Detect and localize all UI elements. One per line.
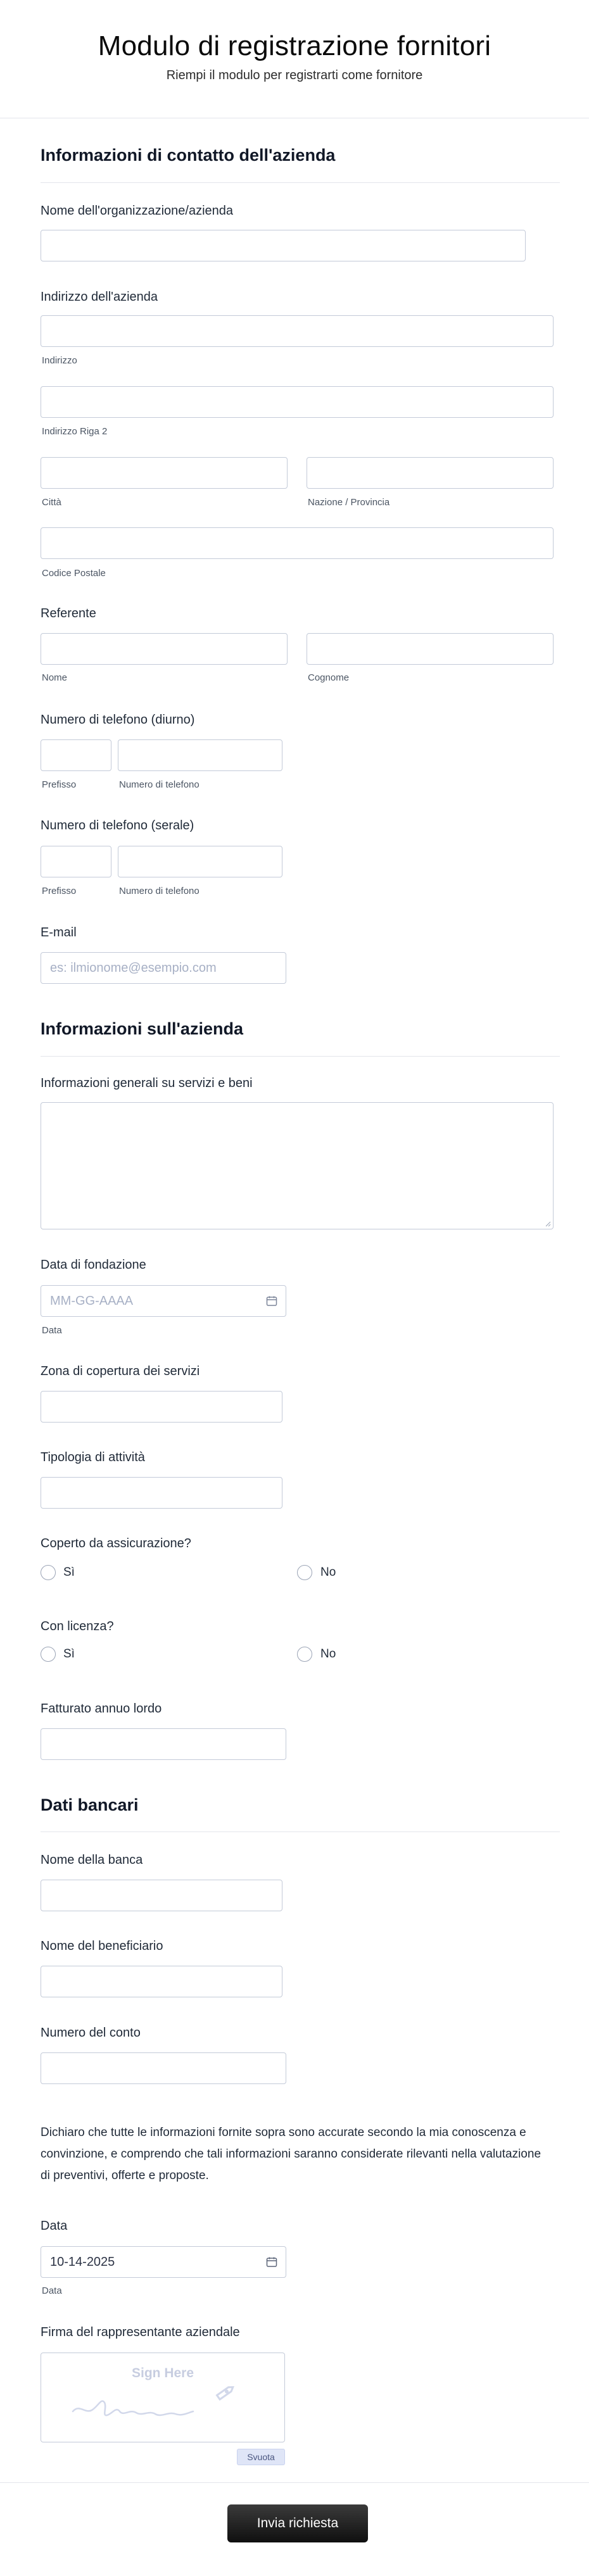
coverage-input[interactable] <box>41 1391 282 1423</box>
address-line1-sublabel: Indirizzo <box>42 355 77 366</box>
date-input[interactable] <box>41 2246 286 2278</box>
account-input[interactable] <box>41 2052 286 2084</box>
org-name-input[interactable] <box>41 230 526 261</box>
footer-divider <box>0 2482 589 2483</box>
founded-sublabel: Data <box>42 1325 62 1336</box>
section-divider <box>41 182 560 183</box>
date-sublabel: Data <box>42 2285 62 2296</box>
city-sublabel: Città <box>42 497 61 508</box>
insurance-label: Coperto da assicurazione? <box>41 1536 191 1550</box>
services-label: Informazioni generali su servizi e beni <box>41 1076 253 1090</box>
phone-day-area-sublabel: Prefisso <box>42 779 77 790</box>
city-input[interactable] <box>41 457 288 489</box>
business-type-input[interactable] <box>41 1477 282 1509</box>
phone-evening-number-input[interactable] <box>118 846 282 877</box>
email-input[interactable] <box>41 952 286 984</box>
beneficiary-label: Nome del beneficiario <box>41 1939 163 1953</box>
postal-code-sublabel: Codice Postale <box>42 568 106 579</box>
signature-placeholder: Sign Here <box>131 2366 194 2380</box>
state-input[interactable] <box>307 457 554 489</box>
founded-date-input[interactable] <box>41 1285 286 1317</box>
bank-name-label: Nome della banca <box>41 1853 143 1867</box>
first-name-sublabel: Nome <box>42 672 68 683</box>
declaration-text: Dichiaro che tutte le informazioni fornite sopra sono accurate secondo la mia conoscenza e convinzione, e comprendo che tali informazioni saranno considerate rilevanti nella valutazione di preventivi, offerte e proposte. <box>41 2126 542 2182</box>
address-line1-input[interactable] <box>41 315 554 347</box>
date-value: 10-14-2025 <box>50 2255 115 2269</box>
business-type-label: Tipologia di attività <box>41 1450 145 1464</box>
license-yes-label[interactable]: Sì <box>63 1647 75 1661</box>
calendar-icon[interactable] <box>265 1295 278 1307</box>
insurance-no-radio[interactable] <box>297 1565 312 1580</box>
phone-day-label: Numero di telefono (diurno) <box>41 713 195 727</box>
section-title-bank: Dati bancari <box>41 1795 139 1814</box>
clear-signature-button[interactable]: Svuota <box>237 2449 285 2465</box>
section-title-contact: Informazioni di contatto dell'azienda <box>41 146 336 165</box>
insurance-yes-radio[interactable] <box>41 1565 56 1580</box>
license-no-label[interactable]: No <box>320 1647 336 1661</box>
address-line2-input[interactable] <box>41 386 554 418</box>
referent-label: Referente <box>41 606 96 620</box>
coverage-label: Zona di copertura dei servizi <box>41 1364 200 1378</box>
calendar-icon[interactable] <box>265 2256 278 2268</box>
phone-day-area-input[interactable] <box>41 739 111 771</box>
signature-pad[interactable] <box>41 2353 285 2442</box>
page-title: Modulo di registrazione fornitori <box>98 30 491 61</box>
phone-day-number-input[interactable] <box>118 739 282 771</box>
last-name-sublabel: Cognome <box>308 672 350 683</box>
insurance-no-label[interactable]: No <box>320 1566 336 1579</box>
address-line2-sublabel: Indirizzo Riga 2 <box>42 426 108 437</box>
signature-label: Firma del rappresentante aziendale <box>41 2325 240 2339</box>
phone-day-number-sublabel: Numero di telefono <box>119 779 200 790</box>
submit-button[interactable]: Invia richiesta <box>227 2504 368 2542</box>
revenue-input[interactable] <box>41 1728 286 1760</box>
last-name-input[interactable] <box>307 633 554 665</box>
insurance-yes-label[interactable]: Sì <box>63 1566 75 1579</box>
founded-label: Data di fondazione <box>41 1258 146 1272</box>
address-label: Indirizzo dell'azienda <box>41 290 158 304</box>
org-name-label: Nome dell'organizzazione/azienda <box>41 204 234 218</box>
services-textarea[interactable] <box>41 1102 554 1229</box>
license-no-radio[interactable] <box>297 1647 312 1662</box>
phone-evening-area-sublabel: Prefisso <box>42 886 77 896</box>
founded-date-placeholder: MM-GG-AAAA <box>50 1294 134 1308</box>
section-divider <box>41 1056 560 1057</box>
section-title-company: Informazioni sull'azienda <box>41 1019 243 1038</box>
account-label: Numero del conto <box>41 2026 141 2040</box>
email-placeholder: es: ilmionome@esempio.com <box>50 961 217 975</box>
page-subtitle: Riempi il modulo per registrarti come fornitore <box>166 68 423 82</box>
section-divider <box>41 1831 560 1832</box>
license-yes-radio[interactable] <box>41 1647 56 1662</box>
phone-evening-area-input[interactable] <box>41 846 111 877</box>
state-sublabel: Nazione / Provincia <box>308 497 390 508</box>
license-label: Con licenza? <box>41 1619 114 1633</box>
date-label: Data <box>41 2219 68 2233</box>
beneficiary-input[interactable] <box>41 1966 282 1997</box>
email-label: E-mail <box>41 926 77 939</box>
bank-name-input[interactable] <box>41 1880 282 1911</box>
revenue-label: Fatturato annuo lordo <box>41 1702 162 1716</box>
phone-evening-number-sublabel: Numero di telefono <box>119 886 200 896</box>
phone-evening-label: Numero di telefono (serale) <box>41 819 194 832</box>
resize-handle-icon[interactable] <box>545 1221 551 1227</box>
postal-code-input[interactable] <box>41 527 554 559</box>
first-name-input[interactable] <box>41 633 288 665</box>
pen-icon <box>217 2385 235 2399</box>
